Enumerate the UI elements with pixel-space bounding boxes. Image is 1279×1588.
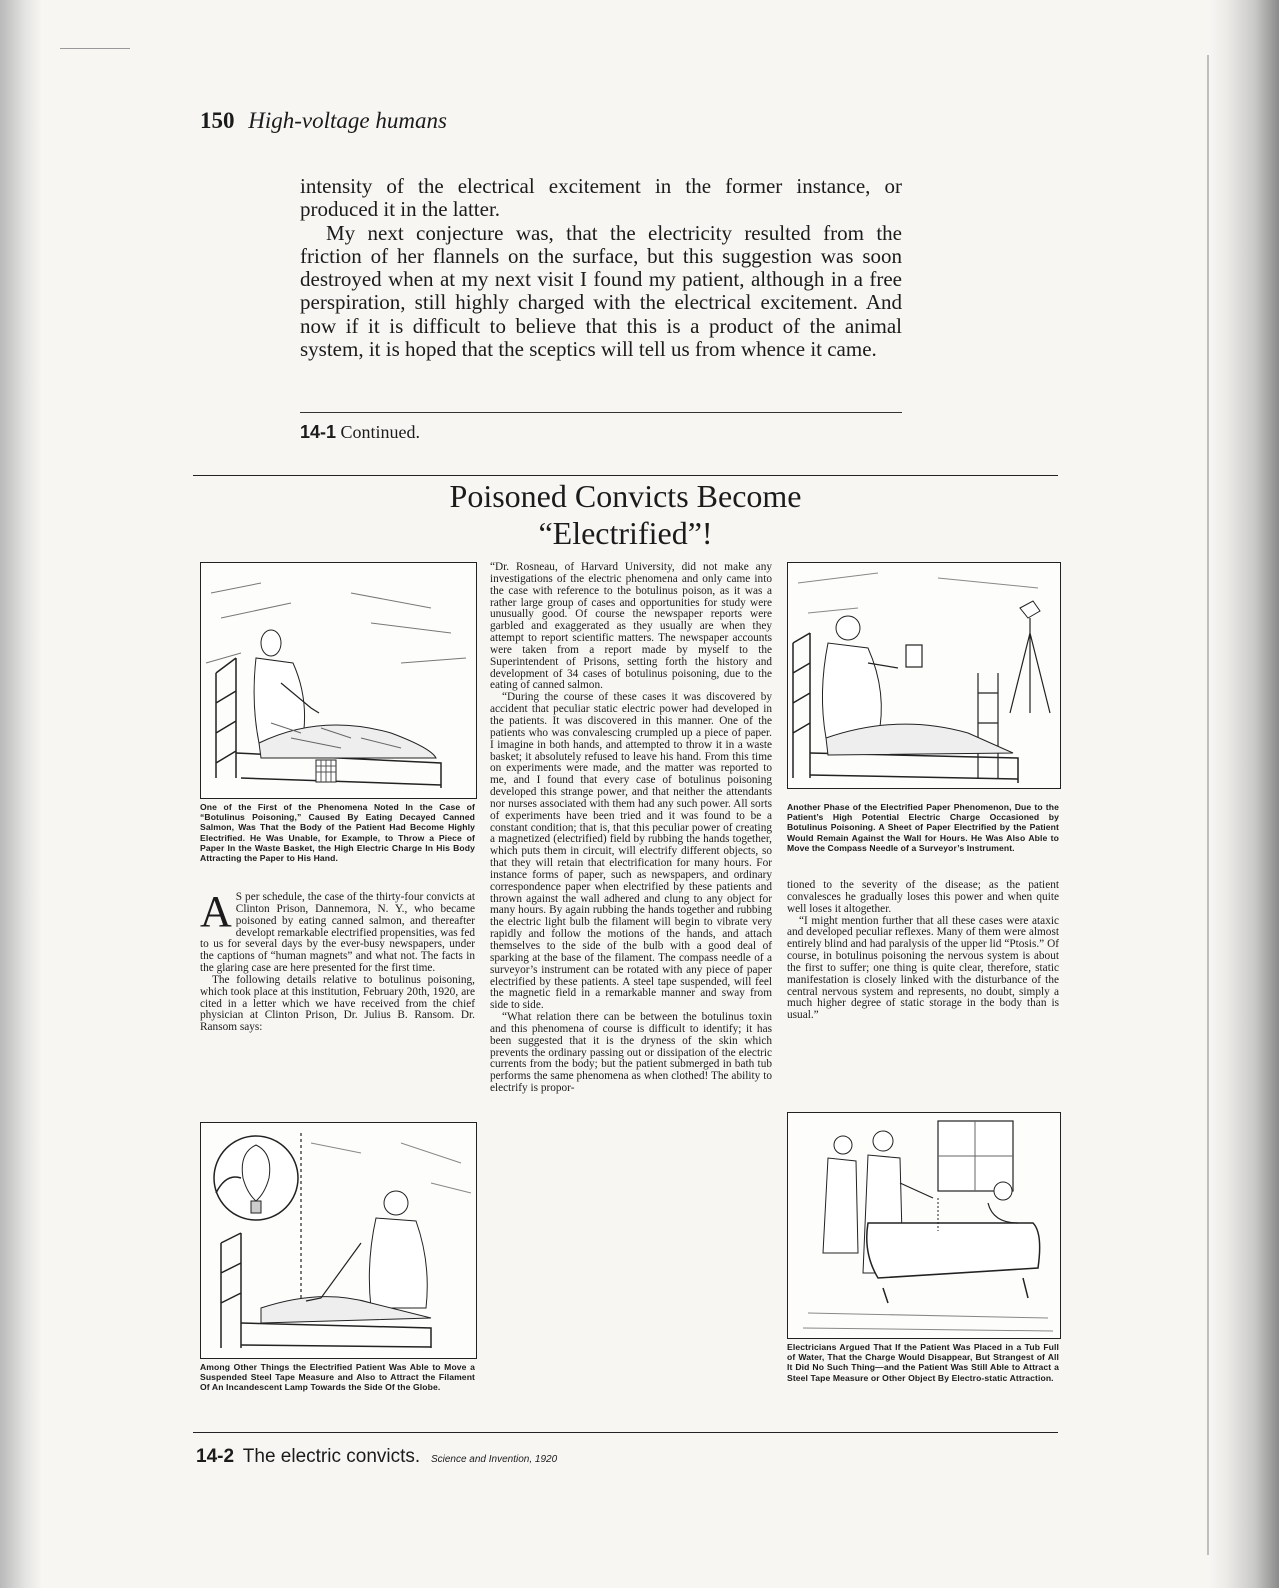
illustration-bathtub bbox=[787, 1112, 1061, 1339]
scan-mark bbox=[60, 48, 130, 49]
figure-2-caption bbox=[196, 1446, 557, 1468]
illustration-lamp-tape bbox=[200, 1122, 477, 1359]
caption-top-right: Another Phase of the Electrified Paper Phenomenon, Due to the Patient’s High Potential Electric Charge Occasioned by Botulinus Poisoning. A Sheet of Paper Electrified by the Patient Would Remain Against the Wall for Hours. He Was Also Able to Move the Compass Needle of a Surveyor’s Instrument. bbox=[787, 802, 1059, 853]
divider bbox=[300, 412, 902, 413]
illustration-bed-paper bbox=[200, 562, 477, 799]
illustration-lamp-tape-drawing bbox=[201, 1123, 476, 1358]
column-1-paragraph-2: The following details relative to botulinus poisoning, which took place at this institution, February 20th, 1920, are cited in a letter which we have received from the chief physician at Clinton Prison, Dr. Julius B. Ransom. Dr. Ransom says: bbox=[200, 973, 475, 1034]
column-1-paragraph-1-text: S per schedule, the case of the thirty-four convicts at Clinton Prison, Dannemora, N. Y., who became poisoned by eating canned salmon, and thereafter developt remarkable electrified propensities, was fed to us for several days by the ever-busy newspapers, under the captions of “human magnets” and what not. The facts in the glaring case are here presented for the first time. bbox=[200, 891, 475, 975]
page-gutter-shadow bbox=[0, 0, 42, 1588]
column-2-paragraph-2: “During the course of these cases it was discovered by accident that peculiar static electric power had developed in the patients. It was discovered in this manner. One of the patients who was convalescing crumpled up a piece of paper. I imagine in both hands, and attempted to throw it in a waste basket; it absolutely refused to leave his hand. From this time on experiments were made, and the matter was reported to me, and I found that every case of botulinus poisoning developed this strange power, and that neither the attendants nor nurses associated with them had any such power. All sorts of experiments have been tried and it was found to be a constant condition; that is, that this peculiar power of creating a magnetized (electrified) field by rubbing the hands together, which puts them in circuit, will electrify different objects, so that they will retain that electrification for many hours. For instance forms of paper, such as newspapers, and ordinary correspondence paper when electrified by these patients and thrown against the wall adhered and clung to any object for many hours. By again rubbing the hands together and rubbing the electric light bulb the filament will begin to vibrate very rapidly and follow the motions of the hands, and attach themselves to the side of the bulb with a good deal of sparking at the base of the filament. The compass needle of a surveyor’s instrument can be rotated with any piece of paper electrified by these patients. A steel tape suspended, will feel the magnetic field in a remarkable manner and sway from side to side. bbox=[490, 691, 772, 1012]
article-top-rule bbox=[193, 475, 1058, 476]
article-bottom-rule bbox=[193, 1432, 1058, 1433]
illustration-bed-paper-drawing bbox=[201, 563, 476, 798]
caption-bottom-right: Electricians Argued That If the Patient Was Placed in a Tub Full of Water, That the Charge Would Disappear, But Strangest of All It Did No Such Thing—and the Patient Was Still Able to Attract a Steel Tape Measure or Other Object By Electro-static Attraction. bbox=[787, 1342, 1059, 1383]
article-column-3 bbox=[787, 880, 1059, 1022]
illustration-wall-paper-compass bbox=[787, 562, 1061, 789]
illustration-bathtub-drawing bbox=[788, 1113, 1060, 1338]
figure-2-source: Science and Invention, 1920 bbox=[430, 1454, 558, 1465]
headline-line-1: Poisoned Convicts Become bbox=[449, 478, 802, 514]
column-3-paragraph-2: “I might mention further that all these cases were ataxic and developed peculiar reflexes. Many of them were almost entirely blind and had paralysis of the upper lid “Ptosis.” Of course, in botulinus poisoning the nervous system is about the first to suffer; one thing is quite clear, therefore, static manifestation is closely linked with the disturbance of the central nervous system and represents, no doubt, simply a much higher degree of static storage in the body than is usual.” bbox=[787, 914, 1059, 1022]
page-number: 150 bbox=[200, 108, 235, 133]
figure-2-number: 14-2 bbox=[196, 1446, 235, 1467]
column-3-paragraph-1: tioned to the severity of the disease; as the patient convalesces he gradually loses this power and when quite well loses it altogether. bbox=[787, 879, 1059, 915]
chapter-title: High-voltage humans bbox=[248, 108, 447, 133]
caption-bottom-left: Among Other Things the Electrified Patient Was Able to Move a Suspended Steel Tape Measure and Also to Attract the Filament Of An Incandescent Lamp Towards the Side Of the Globe. bbox=[200, 1362, 475, 1393]
quoted-passage bbox=[300, 175, 902, 361]
figure-1-caption bbox=[300, 422, 420, 443]
article-headline bbox=[193, 478, 1058, 552]
column-1-paragraph-1 bbox=[200, 887, 475, 975]
caption-top-left: One of the First of the Phenomena Noted In the Case of “Botulinus Poisoning,” Caused By Eating Decayed Canned Salmon, Was That the Body of the Patient Had Become Highly Electrified. He Was Unable, for Example, to Throw a Piece of Paper In the Waste Basket, the High Electric Charge In His Body Attracting the Paper to His Hand. bbox=[200, 802, 475, 864]
drop-cap: A bbox=[200, 887, 232, 936]
running-head bbox=[200, 108, 447, 134]
headline-line-2: “Electrified”! bbox=[538, 515, 713, 551]
figure-1-label: Continued. bbox=[340, 422, 421, 442]
illustration-wall-paper-compass-drawing bbox=[788, 563, 1060, 788]
column-2-paragraph-3: “What relation there can be between the botulinus toxin and this phenomena of course is difficult to identify; it has been suggested that it is the dryness of the skin which prevents the ordinary passing out or dissipation of the electric currents from the body; but the patient submerged in bath tub performs the same phenomena as when clothed! The ability to electrify is propor- bbox=[490, 1011, 772, 1095]
column-2-paragraph-1: “Dr. Rosneau, of Harvard University, did not make any investigations of the electric phenomena and only came into the case with reference to the botulinus poison, as it was a rather large group of cases and opportunities for study were unusually good. Of course the newspaper reports were garbled and exaggerated as they usually are when they attempt to report scientific matters. The newspaper accounts were taken from a report made by myself to the Superintendent of Prisons, setting forth the history and development of 34 cases of botulinus poisoning, due to the eating of canned salmon. bbox=[490, 561, 772, 692]
quote-paragraph-1: intensity of the electrical excitement in the former instance, or produced it in the latter. bbox=[300, 174, 902, 222]
article-column-2 bbox=[490, 562, 772, 1095]
article-column-1 bbox=[200, 887, 475, 1034]
page-curl bbox=[1207, 55, 1239, 1555]
quote-paragraph-2: My next conjecture was, that the electricity resulted from the friction of her flannels on the surface, but this suggestion was soon destroyed when at my next visit I found my patient, although in a free perspiration, still highly charged with the electrical excitement. And now if it is difficult to believe that this is a product of the animal system, it is hoped that the sceptics will tell us from whence it came. bbox=[300, 220, 902, 362]
figure-2-title: The electric convicts. bbox=[242, 1446, 421, 1467]
figure-1-number: 14-1 bbox=[300, 422, 337, 442]
